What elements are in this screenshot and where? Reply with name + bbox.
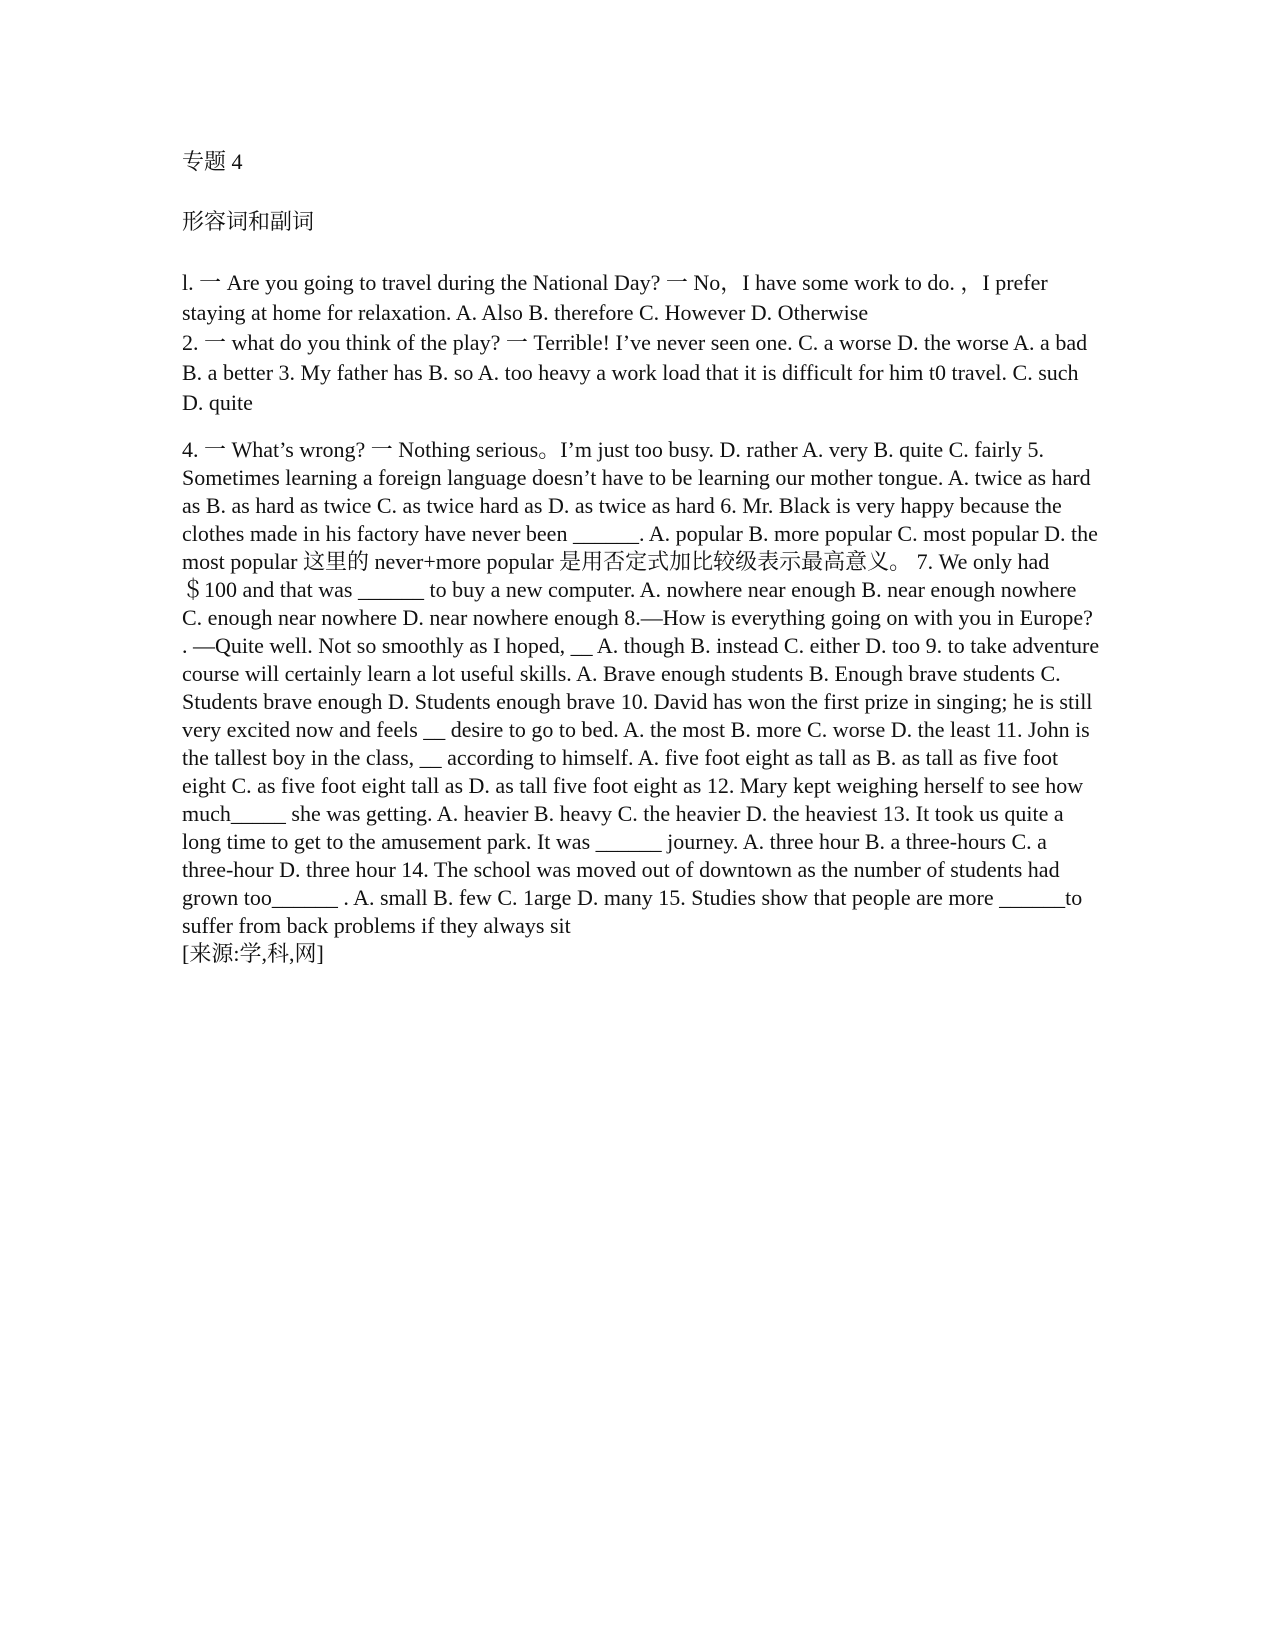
question-paragraph-1: l. 一 Are you going to travel during the National Day? 一 No，I have some work to do. ，I prefer staying at home for relaxation. A. Also B. therefore C. However D. Otherwise xyxy=(182,270,1048,325)
topic-title: 专题 4 xyxy=(182,149,243,174)
document-page xyxy=(182,148,1102,968)
question-paragraph-3: 4. 一 What’s wrong? 一 Nothing serious。I’m just too busy. D. rather A. very B. quite C. fairly 5. Sometimes learning a foreign language doesn’t have to be learning our mother tongue. A. twice as hard as B. as hard as twice C. as twice hard as D. as twice as hard 6. Mr. Black is very happy because the clothes made in his factory have never been ______. A. popular B. more popular C. most popular D. the most popular 这里的 never+more popular 是用否定式加比较级表示最高意义。 7. We only had ＄100 and that was ______ to buy a new computer. A. nowhere near enough B. near enough nowhere C. enough near nowhere D. near nowhere enough 8.—How is everything going on with you in Europe? . —Quite well. Not so smoothly as I hoped, __ A. though B. instead C. either D. too 9. to take adventure course will certainly learn a lot useful skills. A. Brave enough students B. Enough brave students C. Students brave enough D. Students enough brave 10. David has won the first prize in singing; he is still very excited now and feels __ desire to go to bed. A. the most B. more C. worse D. the least 11. John is the tallest boy in the class, __ according to himself. A. five foot eight as tall as B. as tall as five foot eight C. as five foot eight tall as D. as tall five foot eight as 12. Mary kept weighing herself to see how much_____ she was getting. A. heavier B. heavy C. the heavier D. the heaviest 13. It took us quite a long time to get to the amusement park. It was ______ journey. A. three hour B. a three-hours C. a three-hour D. three hour 14. The school was moved out of downtown as the number of students had grown too______ . A. small B. few C. 1arge D. many 15. Studies show that people are more ______to suffer from back problems if they always sit xyxy=(182,437,1100,938)
topic-subtitle: 形容词和副词 xyxy=(182,209,315,234)
question-paragraph-2: 2. 一 what do you think of the play? 一 Terrible! I’ve never seen one. C. a worse D. the worse A. a bad B. a better 3. My father has B. so A. too heavy a work load that it is difficult for him t0 travel. C. such D. quite xyxy=(182,330,1088,415)
source-note: [来源:学,科,网] xyxy=(182,941,324,966)
